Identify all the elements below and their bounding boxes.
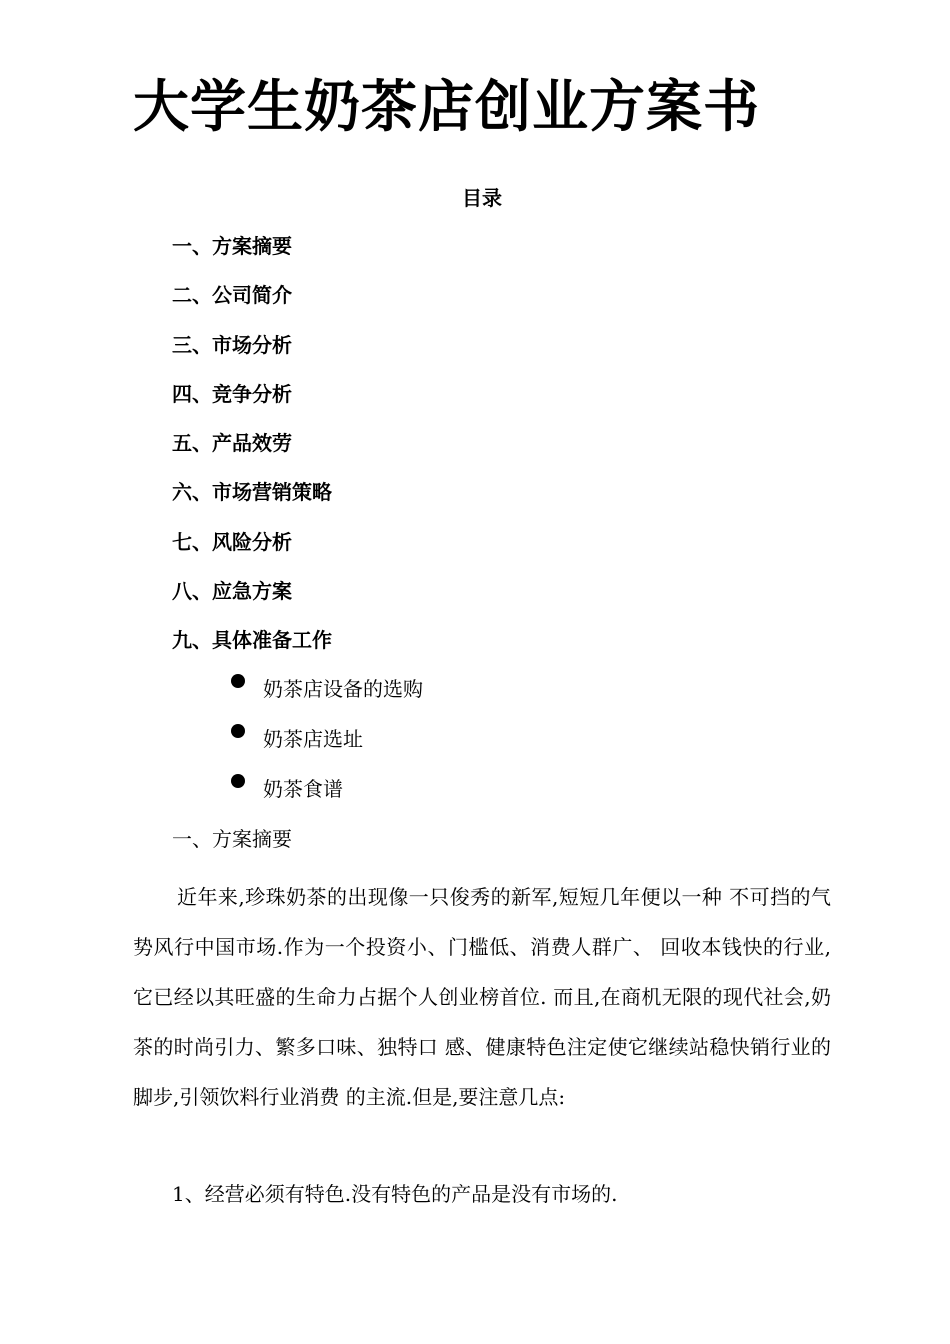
intro-paragraph: 近年来,珍珠奶茶的出现像一只俊秀的新军,短短几年便以一种 不可挡的气势风行中国市场.作为一个投资小、门槛低、消费人群广、 回收本钱快的行业,它已经以其旺盛的生命力占据个人创业榜首位. 而且,在商机无限的现代社会,奶茶的时尚引力、繁多口味、独特口 感、健康特色注定使它继续站稳快销行业的脚步,引领饮料行业消费 的主流.但是,要注意几点: <box>133 885 831 1109</box>
point-one: 1、经营必须有特色.没有特色的产品是没有市场的. <box>172 1182 618 1206</box>
toc-heading: 目录 <box>462 186 502 210</box>
section-heading-summary: 一、方案摘要 <box>172 827 292 851</box>
document-title: 大学生奶茶店创业方案书 <box>133 75 760 140</box>
bullet-icon <box>231 674 245 688</box>
toc-item-company-intro: 二、公司简介 <box>172 283 292 308</box>
sub-item-location <box>231 722 423 772</box>
table-of-contents <box>172 232 332 676</box>
toc-item-risk-analysis: 七、风险分析 <box>172 529 292 554</box>
toc-item-preparation-work: 九、具体准备工作 <box>172 628 332 653</box>
sub-item-equipment <box>231 672 423 722</box>
sub-item-label: 奶茶店选址 <box>263 727 363 751</box>
toc-item-contingency-plan: 八、应急方案 <box>172 579 292 604</box>
toc-item-competition-analysis: 四、竞争分析 <box>172 381 292 406</box>
toc-item-summary: 一、方案摘要 <box>172 234 292 258</box>
toc-item-marketing-strategy: 六、市场营销策略 <box>172 480 332 505</box>
preparation-sub-list <box>231 672 423 822</box>
toc-item-market-analysis: 三、市场分析 <box>172 332 292 357</box>
toc-item-products-services: 五、产品效劳 <box>172 431 292 456</box>
sub-item-label: 奶茶店设备的选购 <box>263 677 423 701</box>
bullet-icon <box>231 724 245 738</box>
sub-item-label: 奶茶食谱 <box>263 777 343 801</box>
bullet-icon <box>231 774 245 788</box>
sub-item-recipes <box>231 772 423 822</box>
